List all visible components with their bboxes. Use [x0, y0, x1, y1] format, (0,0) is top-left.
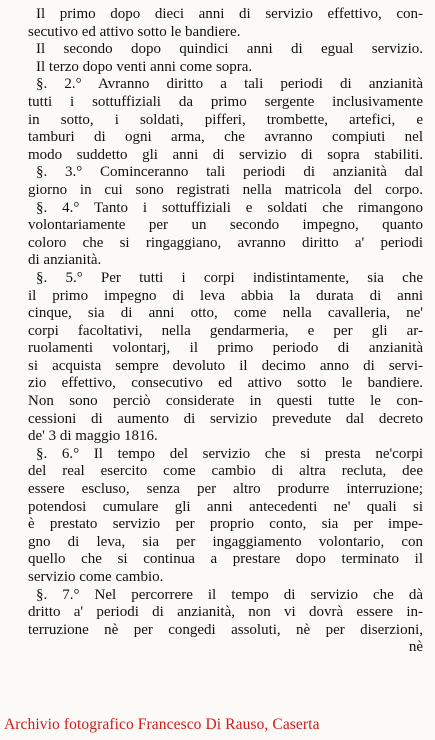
text-line: essere escluso, senza per altro produrre interruzione;	[28, 481, 423, 498]
text-line: coloro che si ringaggiano, avranno diritto a' periodi	[28, 234, 423, 251]
text-line: del real esercito come cambio di altra recluta, dee	[28, 463, 423, 480]
text-line: ruolamenti volontarj, il primo periodo di anzianità	[28, 340, 423, 357]
text-line: Il primo dopo dieci anni di servizio effettivo, con-	[36, 6, 423, 22]
text-line: in sotto, i soldati, pifferi, trombette, artefici, e	[28, 111, 423, 128]
text-line: cinque, sia di anni otto, come nella cavalleria, ne'	[28, 305, 423, 322]
text-line: secutivo ed attivo sotto le bandiere.	[28, 23, 241, 40]
text-line: si acquista sempre devoluto il decimo anno di servi-	[28, 357, 423, 374]
document-body-text	[28, 6, 423, 657]
text-line: Il terzo dopo venti anni come sopra.	[36, 58, 253, 75]
text-line: §. 2.° Avranno diritto a tali periodi di anzianità	[36, 76, 423, 93]
text-line: Non sono perciò considerate in questi tutte le con-	[28, 393, 423, 410]
text-line: modo suddetto gli anni di servizio di sopra stabiliti.	[28, 146, 423, 163]
text-line: §. 6.° Il tempo del servizio che si presta ne'corpi	[36, 445, 423, 462]
text-line: de' 3 di maggio 1816.	[28, 428, 158, 445]
text-line: gno di leva, sia per ingaggiamento volontario, con	[28, 533, 423, 550]
archive-watermark: Archivio fotografico Francesco Di Rauso, Caserta	[4, 716, 320, 733]
text-line: il primo impegno di leva abbia la durata di anni	[28, 287, 423, 304]
text-line: tamburi di ogni arma, che avranno compiuti nel	[28, 129, 423, 146]
text-line: Il secondo dopo quindici anni di egual servizio.	[36, 41, 423, 58]
text-line: corpi facoltativi, nella gendarmeria, e per gli ar-	[28, 322, 423, 339]
text-line: tutti i sottuffiziali da primo sergente inclusivamente	[28, 93, 423, 110]
text-line: §. 4.° Tanto i sottuffiziali e soldati che rimangono	[36, 199, 423, 216]
text-line: è prestato servizio per proprio conto, sia per impe-	[28, 516, 423, 533]
text-line: §. 7.° Nel percorrere il tempo di servizio che dà	[36, 586, 423, 603]
text-line: servizio come cambio.	[28, 569, 164, 585]
text-line: cessioni di aumento di servizio prevedute dal decreto	[28, 410, 423, 427]
text-line: giorno in cui sono registrati nella matricola del corpo.	[28, 181, 423, 198]
text-line: dritto a' periodi di anzianità, non vi dovrà essere in-	[28, 604, 423, 621]
text-line: §. 3.° Cominceranno tali periodi di anzianità dal	[36, 164, 423, 181]
text-line: terruzione nè per congedi assoluti, nè per diserzioni,	[28, 621, 423, 638]
text-line: §. 5.° Per tutti i corpi indistintamente, sia che	[36, 269, 423, 286]
text-line: nè	[408, 639, 423, 656]
text-line: zio effettivo, consecutivo ed attivo sotto le bandiere.	[28, 375, 423, 392]
text-line: volontariamente per un secondo impegno, quanto	[28, 217, 423, 234]
text-line: di anzianità.	[28, 252, 102, 269]
text-line: quello che si continua a prestare dopo terminato il	[28, 551, 423, 568]
text-line: potendosi cumulare gli anni antecedenti ne' quali si	[28, 498, 423, 515]
